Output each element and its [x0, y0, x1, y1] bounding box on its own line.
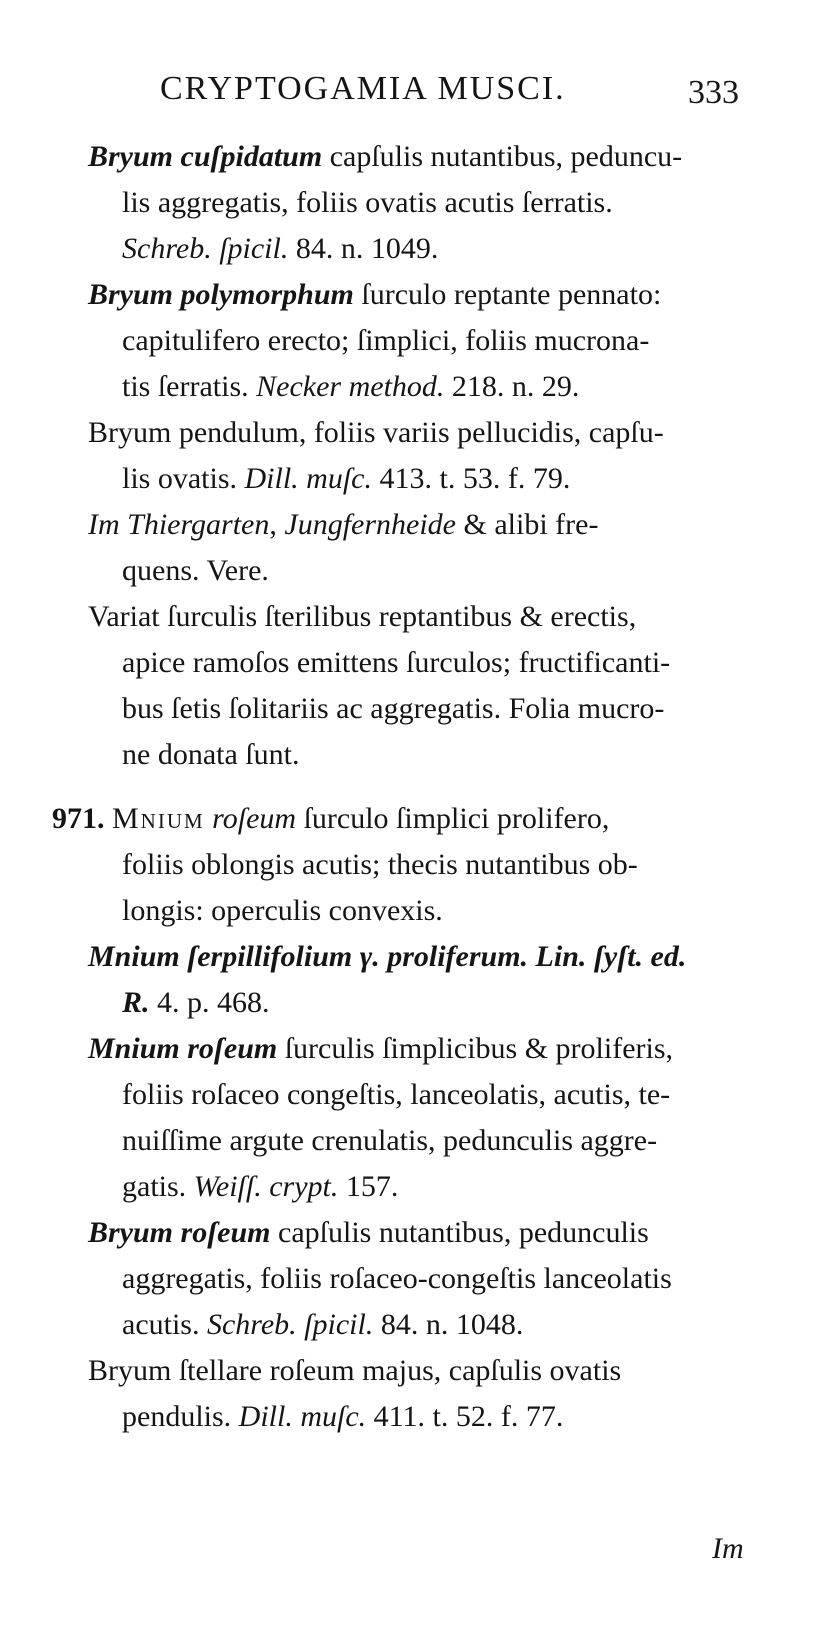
taxon-name: Bryum polymorphum — [88, 278, 354, 311]
taxon-name: Mnium ſerpillifolium γ. proliferum. — [88, 940, 529, 973]
citation-ref: 218. n. 29. — [444, 370, 580, 403]
line-text: acutis. — [122, 1308, 207, 1341]
line-text: capſulis nutantibus, peduncu- — [322, 140, 683, 173]
taxon-name: Mnium roſeum — [88, 1032, 278, 1065]
citation-source: Schreb. ſpicil. — [206, 1308, 374, 1341]
line-text: gatis. — [122, 1170, 194, 1203]
synonym-mnium-roseum — [88, 1026, 768, 1210]
line-text: tis ſerratis. — [122, 370, 257, 403]
entry-line — [52, 796, 768, 842]
citation-ref: 157. — [338, 1170, 399, 1203]
species-number: 971. — [52, 802, 105, 835]
line-text: , — [269, 508, 285, 541]
taxon-name: Bryum cuſpidatum — [88, 140, 323, 173]
species-971-mnium-roseum — [52, 796, 768, 934]
entry-line — [88, 226, 768, 272]
entry-line: foliis roſaceo congeſtis, lanceolatis, acutis, te- — [122, 1078, 671, 1111]
synonym-bryum-cuspidatum — [88, 134, 768, 272]
entry-line — [88, 980, 768, 1026]
line-text: ſurculo ſimplici prolifero, — [296, 802, 610, 835]
synonym-bryum-roseum — [88, 1210, 768, 1348]
genus-name: Mnium — [112, 802, 205, 835]
entry-line — [88, 1164, 768, 1210]
citation-source: Schreb. ſpicil. — [122, 232, 289, 265]
citation-source: Weiſſ. crypt. — [193, 1170, 339, 1203]
line-text: lis ovatis. — [122, 462, 245, 495]
entry-line: lis aggregatis, foliis ovatis acutis ſerratis. — [122, 186, 613, 219]
entry-line: quens. Vere. — [122, 554, 269, 587]
entry-line: apice ramoſos emittens ſurculos; fructificanti- — [122, 646, 671, 679]
citation-source: Dill. muſc. — [244, 462, 373, 495]
variation-note — [88, 594, 768, 778]
citation-ref: 84. n. 1048. — [373, 1308, 524, 1341]
entry-line: Bryum ſtellare roſeum majus, capſulis ovatis — [88, 1354, 622, 1387]
citation-source: Lin. ſyſt. ed. — [535, 940, 687, 973]
line-text: & alibi fre- — [456, 508, 599, 541]
entry-line: nuiſſime argute crenulatis, pedunculis aggre- — [122, 1124, 658, 1157]
entry-line — [88, 934, 768, 980]
citation-source: Necker method. — [256, 370, 445, 403]
entry-line: aggregatis, foliis roſaceo-congeſtis lanceolatis — [122, 1262, 672, 1295]
entry-line: longis: operculis convexis. — [122, 894, 443, 927]
entry-line: ne donata ſunt. — [122, 738, 300, 771]
line-text: capſulis nutantibus, pedunculis — [270, 1216, 649, 1249]
species-epithet: roſeum — [212, 802, 297, 835]
citation-source: Dill. muſc. — [238, 1400, 367, 1433]
entry-line — [88, 134, 768, 180]
page-number: 333 — [688, 74, 739, 111]
habitat-note — [88, 502, 768, 594]
entry-line: capitulifero erecto; ſimplici, foliis mucrona- — [122, 324, 650, 357]
entry-line: bus ſetis ſolitariis ac aggregatis. Folia mucro- — [122, 692, 665, 725]
citation-ref: 84. n. 1049. — [288, 232, 439, 265]
entry-line — [88, 456, 768, 502]
citation-ref: 411. t. 52. f. 77. — [366, 1400, 564, 1433]
synonym-bryum-stellare — [88, 1348, 768, 1440]
entry-line: foliis oblongis acutis; thecis nutantibus ob- — [122, 848, 638, 881]
entry-line — [88, 272, 768, 318]
entry-line — [88, 1026, 768, 1072]
citation-ref: 4. p. 468. — [149, 986, 270, 1019]
locality: Jungfernheide — [284, 508, 456, 541]
line-text: ſurculis ſimplicibus & proliferis, — [277, 1032, 674, 1065]
entry-line — [88, 1394, 768, 1440]
taxon-name: Bryum roſeum — [88, 1216, 271, 1249]
citation-source: R. — [122, 986, 150, 1019]
synonym-mnium-serpillifolium — [88, 934, 768, 1026]
line-text: pendulis. — [122, 1400, 239, 1433]
entry-line: Bryum pendulum, foliis variis pellucidis, capſu- — [88, 416, 664, 449]
entry-line: Variat ſurculis ſterilibus reptantibus & erectis, — [88, 600, 637, 633]
synonym-bryum-polymorphum — [88, 272, 768, 410]
running-head: CRYPTOGAMIA MUSCI. — [160, 70, 566, 107]
entry-line — [88, 364, 768, 410]
line-text: ſurculo reptante pennato: — [353, 278, 662, 311]
entry-line — [88, 502, 768, 548]
entry-line — [88, 1210, 768, 1256]
catchword: Im — [712, 1532, 744, 1565]
entry-line — [88, 1302, 768, 1348]
locality: Im Thiergarten — [88, 508, 270, 541]
citation-ref: 413. t. 53. f. 79. — [372, 462, 571, 495]
synonym-bryum-pendulum — [88, 410, 768, 502]
